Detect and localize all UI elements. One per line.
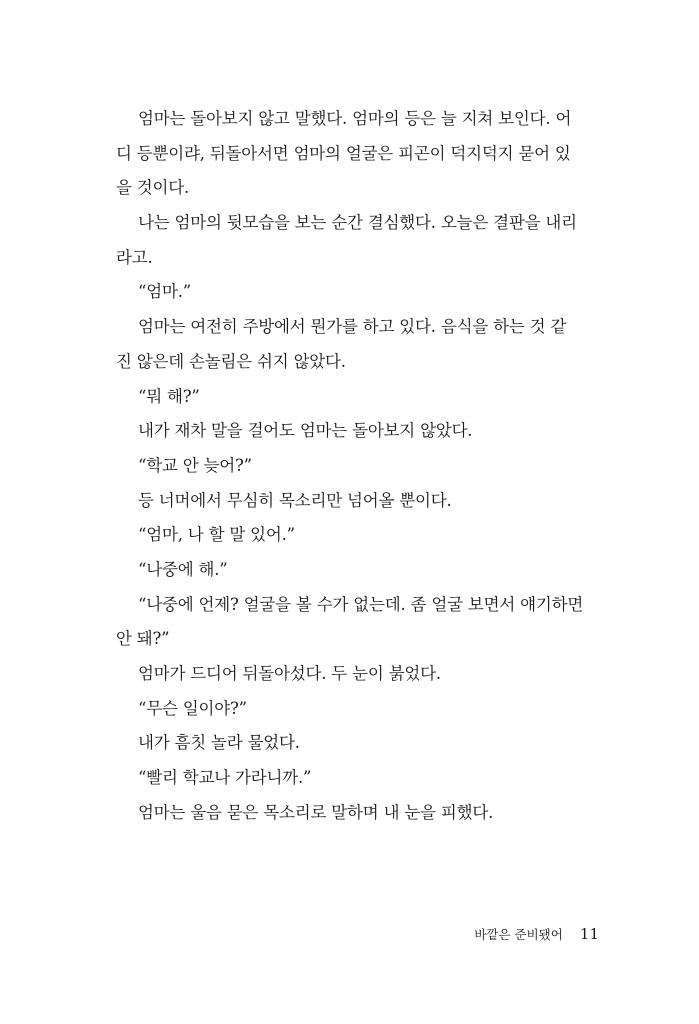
- running-title: 바깥은 준비됐어: [474, 927, 563, 942]
- text-line: “학교 안 늦어?”: [138, 455, 252, 475]
- text-line: “빨리 학교나 가라니까.”: [138, 768, 312, 788]
- text-line: 을 것이다.: [116, 178, 190, 198]
- text-line: 등 너머에서 무심히 목소리만 넘어올 뿐이다.: [138, 490, 452, 510]
- text-line: 엄마는 여전히 주방에서 뭔가를 하고 있다. 음식을 하는 것 같: [138, 317, 567, 337]
- text-line: 내가 재차 말을 걸어도 엄마는 돌아보지 않았다.: [138, 421, 473, 441]
- text-line: 엄마가 드디어 뒤돌아섰다. 두 눈이 붉었다.: [138, 664, 441, 683]
- text-line: 엄마는 울음 묻은 목소리로 말하며 내 눈을 피했다.: [138, 802, 494, 822]
- text-line: “나중에 언제? 얼굴을 볼 수가 없는데. 좀 얼굴 보면서 얘기하면: [138, 594, 584, 614]
- text-line: “뭐 해?”: [138, 386, 200, 406]
- text-line: 디 등뿐이랴, 뒤돌아서면 엄마의 얼굴은 피곤이 덕지덕지 묻어 있: [116, 143, 571, 163]
- page-footer: [474, 924, 599, 943]
- text-line: “무슨 일이야?”: [138, 698, 247, 718]
- page-number: 11: [579, 925, 599, 943]
- text-line: 진 않은데 손놀림은 쉬지 않았다.: [116, 351, 346, 371]
- body-text: [116, 102, 600, 830]
- text-line: “나중에 해.”: [138, 559, 228, 579]
- text-line: 라고.: [116, 247, 153, 267]
- text-line: 나는 엄마의 뒷모습을 보는 순간 결심했다. 오늘은 결판을 내리: [138, 213, 577, 233]
- text-line: 내가 흠칫 놀라 물었다.: [138, 733, 300, 753]
- text-line: “엄마, 나 할 말 있어.”: [138, 525, 295, 545]
- text-line: “엄마.”: [138, 282, 191, 302]
- text-line: 안 돼?”: [116, 629, 170, 649]
- text-line: 엄마는 돌아보지 않고 말했다. 엄마의 등은 늘 지쳐 보인다. 어: [138, 109, 572, 128]
